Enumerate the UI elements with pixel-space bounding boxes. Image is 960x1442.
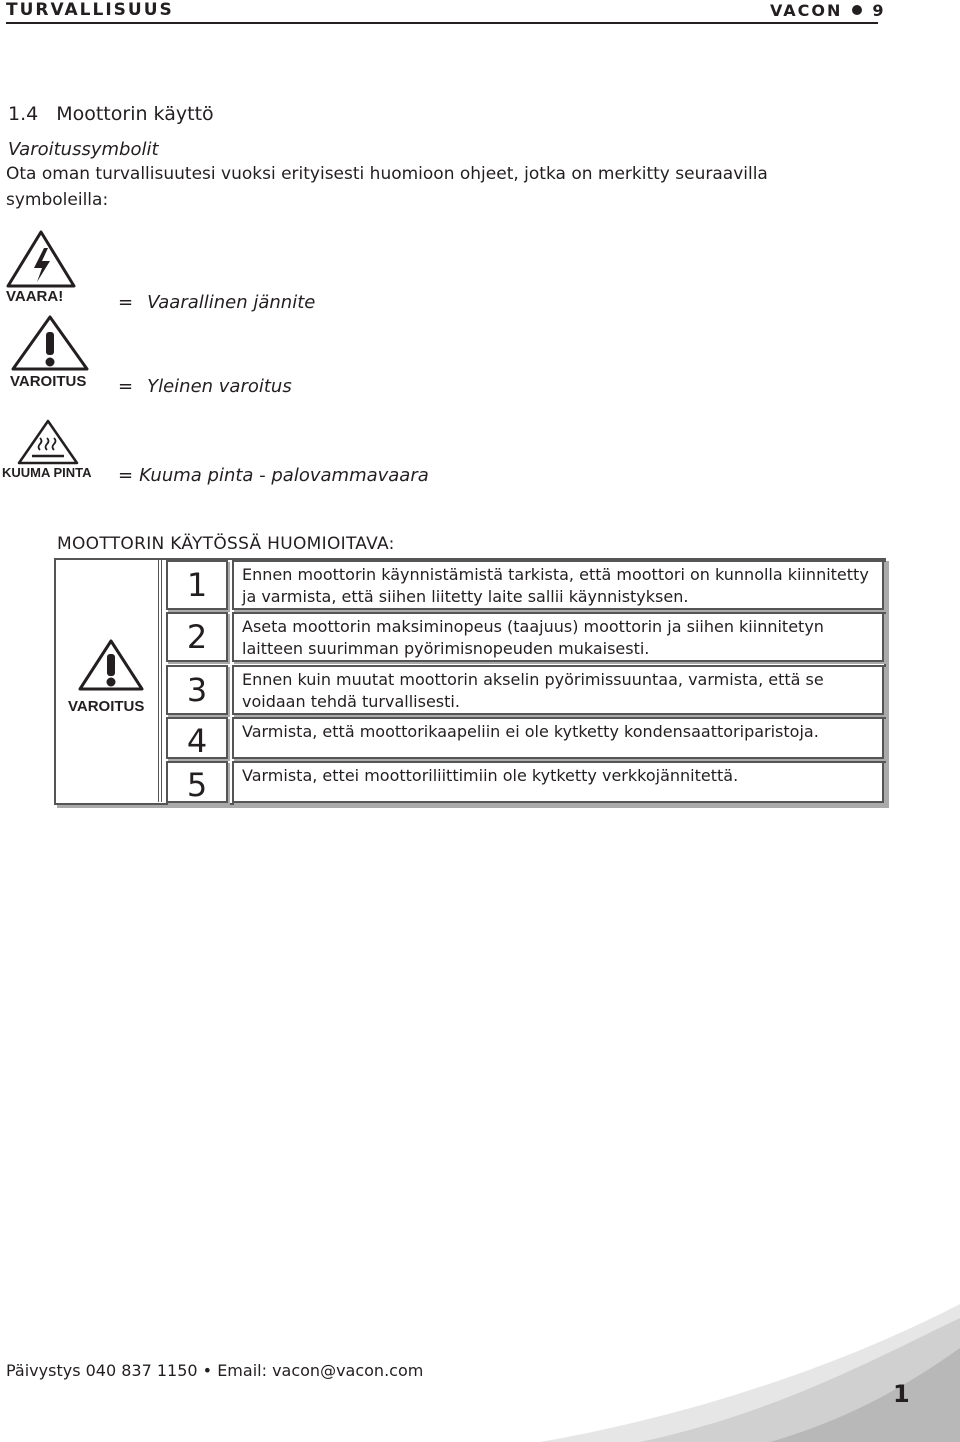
footer-page-number: 1 [893, 1380, 910, 1408]
item-text: Ennen moottorin käynnistämistä tarkista, että moottori on kunnolla kiinnitetty ja varmista, että siihen liitetty laite sallii käynnistyksen. [232, 560, 884, 610]
section-title [8, 103, 214, 125]
symbol-meaning [118, 292, 315, 313]
section-number: 1.4 [8, 103, 39, 125]
high-voltage-icon [4, 228, 78, 290]
exclamation-warning-icon [76, 638, 146, 692]
header-rule [6, 22, 878, 24]
motor-warning-label: VAROITUS [68, 698, 145, 715]
symbol-meaning-text: Kuuma pinta - palovammavaara [139, 465, 429, 486]
footer-contact: Päivystys 040 837 1150 • Email: vacon@vacon.com [6, 1361, 424, 1380]
symbol-high-voltage [4, 228, 78, 308]
item-number: 2 [166, 612, 228, 662]
header-section-title: TURVALLISUUS [6, 0, 174, 20]
item-text: Varmista, että moottorikaapeliin ei ole kytketty kondensaattoriparistoja. [232, 717, 884, 759]
equals-sign: = [118, 465, 134, 486]
motor-heading: MOOTTORIN KÄYTÖSSÄ HUOMIOITAVA: [57, 534, 395, 554]
footer-swoosh-graphic [540, 1296, 960, 1442]
header-brand-page [770, 1, 886, 20]
symbol-meaning [118, 376, 292, 397]
item-number: 4 [166, 717, 228, 759]
item-text: Aseta moottorin maksiminopeus (taajuus) moottorin ja siihen kiinnitetyn laitteen suurimman pyörimisnopeuden mukaisesti. [232, 612, 884, 662]
bullet-dot-icon [852, 5, 862, 15]
header-page-number: 9 [872, 1, 886, 20]
symbol-meaning-text: Yleinen varoitus [147, 376, 292, 397]
item-text: Ennen kuin muutat moottorin akselin pyörimissuuntaa, varmista, että se voidaan tehdä turvallisesti. [232, 665, 884, 715]
equals-sign: = [118, 376, 134, 397]
symbol-label: KUUMA PINTA [2, 465, 92, 480]
symbol-general-warning [6, 314, 98, 394]
item-number: 3 [166, 665, 228, 715]
item-number: 1 [166, 560, 228, 610]
hot-surface-icon [16, 418, 80, 466]
item-number: 5 [166, 761, 228, 803]
symbol-meaning [118, 465, 429, 486]
motor-warning-cell [56, 560, 162, 802]
symbol-meaning-text: Vaarallinen jännite [147, 292, 316, 313]
item-text: Varmista, ettei moottoriliittimiin ole kytketty verkkojännitettä. [232, 761, 884, 803]
brand-name: VACON [770, 1, 843, 20]
intro-paragraph: Ota oman turvallisuutesi vuoksi erityisesti huomioon ohjeet, jotka on merkitty seuraavilla symboleilla: [6, 164, 768, 210]
section-title-text: Moottorin käyttö [56, 103, 214, 125]
symbol-label: VAARA! [6, 288, 64, 305]
exclamation-warning-icon [9, 314, 91, 372]
equals-sign: = [118, 292, 134, 313]
symbol-hot-surface [0, 418, 100, 484]
subsection-title: Varoitussymbolit [8, 139, 159, 160]
symbol-label: VAROITUS [10, 373, 87, 390]
